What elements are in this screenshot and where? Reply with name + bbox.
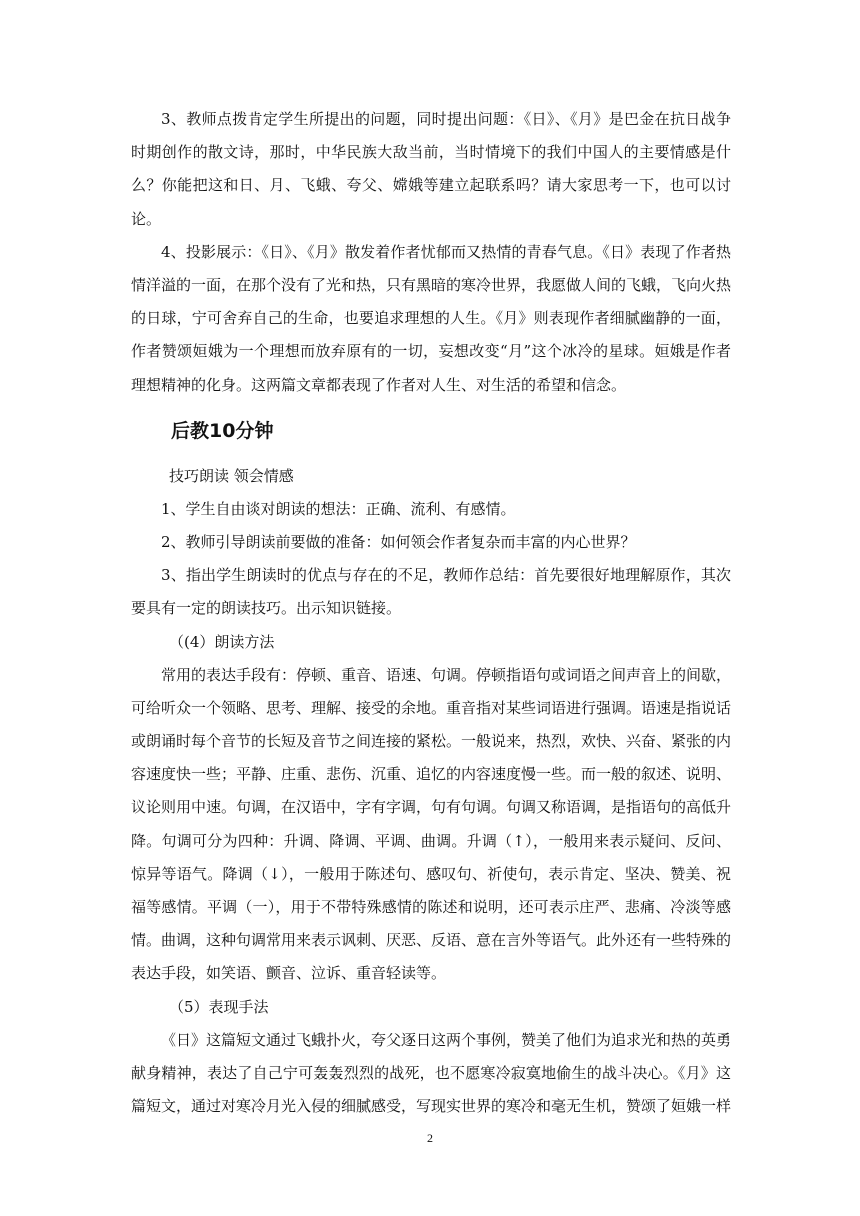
paragraph-step-2: 2、教师引导朗读前要做的准备：如何领会作者复杂而丰富的内心世界？ <box>161 533 636 552</box>
paragraph-step-3: 3、指出学生朗读时的优点与存在的不足，教师作总结：首先要很好地理解原作，其次要具有一定的朗读技巧。出示知识链接。 <box>131 566 731 618</box>
subheading: 技巧朗读 领会情感 <box>169 466 294 485</box>
page-number: 2 <box>427 1131 433 1145</box>
paragraph-3-teacher-guidance: 3、教师点拨肯定学生所提出的问题，同时提出问题：《日》、《月》是巴金在抗日战争时期创作的散文诗，那时，中华民族大敌当前，当时情境下的我们中国人的主要情感是什么？你能把这和日、月、飞蛾、夸父、嫦娥等建立起联系吗？请大家思考一下，也可以讨论。 <box>131 110 731 228</box>
section-heading: 后教10分钟 <box>171 419 274 442</box>
reading-method-title: （(4）朗读方法 <box>169 632 275 651</box>
expression-title: （5）表现手法 <box>169 997 269 1016</box>
paragraph-step-1: 1、学生自由谈对朗读的想法：正确、流利、有感情。 <box>161 499 516 518</box>
expression-text: 《日》这篇短文通过飞蛾扑火，夸父逐日这两个事例，赞美了他们为追求光和热的英勇献身精神，表达了自己宁可轰轰烈烈的战死，也不愿寒冷寂寞地偷生的战斗决心。《月》这篇短文，通过对寒冷月光入侵的细腻感受，写现实世界的寒冷和毫无生机，赞颂了姮娥一样 <box>131 1030 732 1116</box>
page-content <box>131 103 731 1123</box>
paragraph-4-projection-display: 4、投影展示：《日》、《月》散发着作者忧郁而又热情的青春气息。《日》表现了作者热情洋溢的一面，在那个没有了光和热，只有黑暗的寒冷世界，我愿做人间的飞蛾，飞向火热的日球，宁可舍弃自己的生命，也要追求理想的人生。《月》则表现作者细腻幽静的一面，作者赞颂姮娥为一个理想而放弃原有的一切，妄想改变“月”这个冰冷的星球。姮娥是作者理想精神的化身。这两篇文章都表现了作者对人生、对生活的希望和信念。 <box>131 242 732 394</box>
reading-method-text: 常用的表达手段有：停顿、重音、语速、句调。停顿指语句或词语之间声音上的间歇，可给听众一个领略、思考、理解、接受的余地。重音指对某些词语进行强调。语速是指说话或朗诵时每个音节的长短及音节之间连接的紧松。一般说来，热烈，欢快、兴奋、紧张的内容速度快一些；平静、庄重、悲伤、沉重、追忆的内容速度慢一些。而一般的叙述、说明、议论则用中速。句调，在汉语中，字有字调，句有句调。句调又称语调，是指语句的高低升降。句调可分为四种：升调、降调、平调、曲调。升调（↑），一般用来表示疑问、反问、惊异等语气。降调（↓），一般用于陈述句、感叹句、祈使句，表示肯定、坚决、赞美、祝福等感情。平调（一），用于不带特殊感情的陈述和说明，还可表示庄严、悲痛、冷淡等感情。曲调，这种句调常用来表示讽刺、厌恶、反语、意在言外等语气。此外还有一些特殊的表达手段，如笑语、颤音、泣诉、重音轻读等。 <box>131 665 732 983</box>
